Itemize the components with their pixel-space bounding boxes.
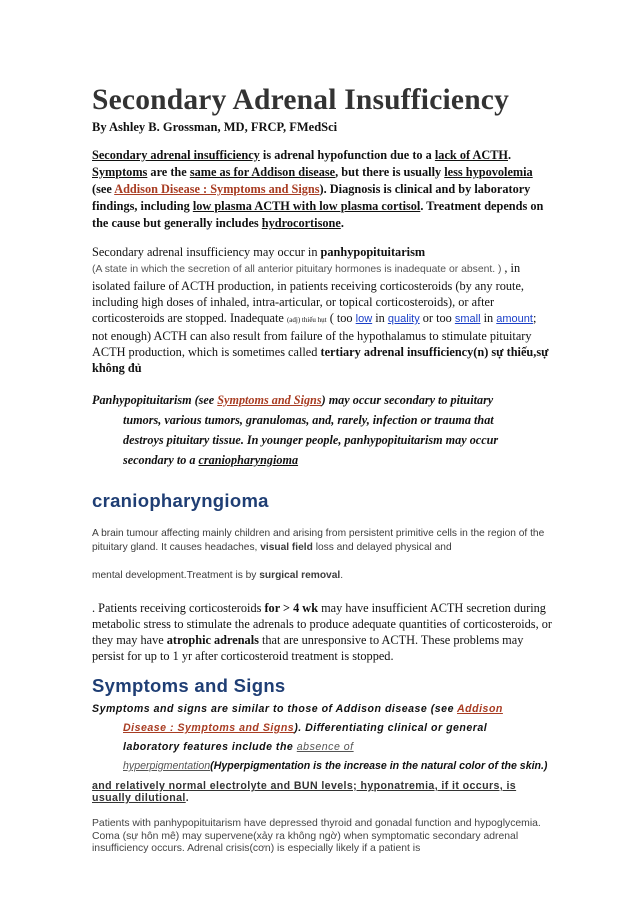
- term-tertiary: tertiary adrenal insufficiency(n) sự thiếu,sự không đủ: [92, 345, 549, 375]
- link-lack-of-acth[interactable]: lack of ACTH: [434, 148, 508, 162]
- byline: By Ashley B. Grossman, MD, FRCP, FMedSci: [92, 120, 338, 134]
- symptoms-block: Symptoms and signs are similar to those of Addison disease (see Addison Disease : Symptoms and Signs). Differentiating clinical or general laboratory features include the absence of hyperpigmentation(Hyperpigmentation is the increase in the natural color of the skin.): [92, 703, 548, 772]
- link-low[interactable]: low: [355, 313, 373, 325]
- heading-craniopharyngioma: craniopharyngioma: [92, 490, 269, 511]
- definition-note: (A state in which the secretion of all anterior pituitary hormones is inadequate or absent. ): [92, 264, 505, 275]
- paragraph-panhypopituitarism-patients: Patients with panhypopituitarism have depressed thyroid and gonadal function and hypoglycemia. Coma (sự hôn mê) may supervene(xảy ra không ngờ) when symptomatic secondary adrenal insufficiency occurs. Adrenal crisis(cơn) is especially likely if a patient is: [92, 818, 541, 854]
- link-symptoms[interactable]: Symptoms: [92, 165, 148, 179]
- paragraph-causes: Secondary adrenal insufficiency may occur in panhypopituitarism (A state in which the secretion of all anterior pituitary hormones is inadequate or absent. ) , in isolated failure of ACTH production, in patients receiving corticosteroids (by any route, including high doses of inhaled, intra-articular, or topical corticosteroids), or after corticosteroids are stopped. Inadequate (adj) thiếu hụt ( too low in quality or too small in amount; not enough) ACTH can also result from failure of the hypothalamus to stimulate pituitary ACTH production, which is sometimes called tertiary adrenal insufficiency(n) sự thiếu,sự không đủ: [92, 245, 549, 375]
- link-addison-disease-cont[interactable]: Disease : Symptoms and Signs: [123, 722, 295, 734]
- link-hydrocortisone[interactable]: hydrocortisone: [261, 216, 341, 230]
- link-same-as-addison[interactable]: same as for Addison disease: [189, 165, 336, 179]
- link-craniopharyngioma[interactable]: craniopharyngioma: [198, 453, 299, 467]
- heading-symptoms-and-signs: Symptoms and Signs: [92, 675, 286, 696]
- link-addison-symptoms[interactable]: Addison Disease : Symptoms and Signs: [114, 182, 320, 196]
- link-small[interactable]: small: [454, 313, 481, 325]
- link-symptoms-and-signs[interactable]: Symptoms and Signs: [217, 393, 322, 407]
- link-less-hypovolemia[interactable]: less hypovolemia: [444, 165, 533, 179]
- link-amount[interactable]: amount: [496, 313, 533, 325]
- link-low-plasma[interactable]: low plasma ACTH with low plasma cortisol: [192, 199, 421, 213]
- document-page: [92, 82, 552, 856]
- link-quality[interactable]: quality: [387, 313, 420, 325]
- link-hyperpigmentation[interactable]: hyperpigmentation: [123, 760, 211, 772]
- cranio-definition-cont: mental development.Treatment is by surgical removal.: [92, 570, 344, 581]
- link-secondary-adrenal[interactable]: Secondary adrenal insufficiency: [92, 148, 260, 162]
- intro-paragraph: Secondary adrenal insufficiency is adrenal hypofunction due to a lack of ACTH. Symptoms are the same as for Addison disease, but there is usually less hypovolemia (see Addison Disease : Symptoms and Signs). Diagnosis is clinical and by laboratory findings, including low plasma ACTH with low plasma cortisol. Treatment depends on the cause but generally includes hydrocortisone.: [92, 148, 544, 230]
- link-addison-disease[interactable]: Addison: [457, 703, 503, 715]
- page-title: Secondary Adrenal Insufficiency: [92, 84, 510, 116]
- paragraph-corticosteroids: . Patients receiving corticosteroids for > 4 wk may have insufficient ACTH secretion during metabolic stress to stimulate the adrenals to produce adequate quantities of corticosteroids, or they may have atrophic adrenals that are unresponsive to ACTH. These problems may persist for up to 1 yr after corticosteroid treatment is stopped.: [92, 601, 552, 663]
- link-absence-of[interactable]: absence of: [296, 741, 354, 753]
- term-panhypopituitarism: panhypopituitarism: [320, 245, 426, 259]
- cranio-definition: A brain tumour affecting mainly children and arising from persistent primitive cells in the region of the pituitary gland. It causes headaches, visual field loss and delayed physical and: [92, 528, 545, 553]
- italic-panhypopituitarism-block: Panhypopituitarism (see Symptoms and Signs) may occur secondary to pituitary tumors, various tumors, granulomas, and, rarely, infection or trauma that destroys pituitary tissue. In younger people, panhypopituitarism may occur secondary to a craniopharyngioma: [92, 393, 499, 467]
- translation-note: (adj) thiếu hụt: [286, 316, 327, 324]
- electrolyte-line: and relatively normal electrolyte and BUN levels; hyponatremia, if it occurs, is usually dilutional.: [92, 780, 517, 804]
